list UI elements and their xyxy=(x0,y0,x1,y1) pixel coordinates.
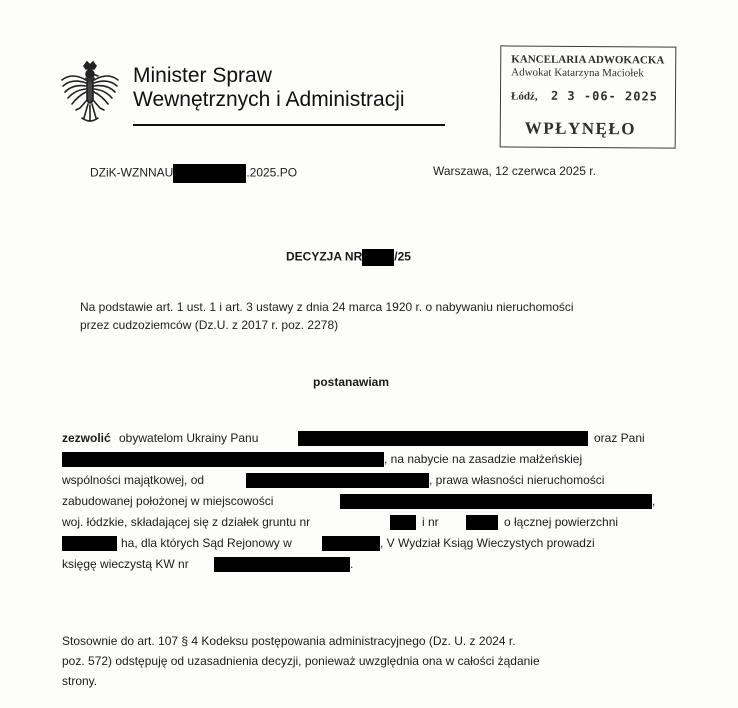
body-line xyxy=(62,428,660,449)
redaction xyxy=(62,452,384,467)
legal-basis xyxy=(80,298,660,334)
received-stamp xyxy=(500,45,677,148)
body-text: woj. łódzkie, składającej się z działek gruntu nr xyxy=(62,515,311,529)
title-prefix: DECYZJA NR xyxy=(286,249,363,264)
place-and-date: Warszawa, 12 czerwca 2025 r. xyxy=(433,164,596,178)
eagle-emblem-icon xyxy=(58,60,122,130)
redaction xyxy=(390,515,416,530)
body-text: , xyxy=(652,494,656,508)
decision-body xyxy=(62,428,660,575)
body-text: , na nabycie na zasadzie małżeńskiej xyxy=(384,452,583,466)
body-text: oraz Pani xyxy=(594,431,645,445)
redaction xyxy=(340,494,652,509)
body-text: obywatelom Ukrainy Panu xyxy=(119,431,259,445)
body-text: . xyxy=(350,557,354,571)
redaction xyxy=(214,557,350,572)
decision-verb: postanawiam xyxy=(313,375,390,389)
final-paragraph xyxy=(62,631,662,691)
body-text: wspólności majątkowej, od xyxy=(62,473,205,487)
body-line xyxy=(62,470,660,491)
body-text: i nr xyxy=(422,515,439,529)
stamp-received: WPŁYNĘŁO xyxy=(524,118,637,139)
final-line-1: Stosownie do art. 107 § 4 Kodeksu postępowania administracyjnego (Dz. U. z 2024 r. xyxy=(62,634,516,648)
body-bold-verb: zezwolić xyxy=(62,431,111,445)
body-line xyxy=(62,554,660,575)
ministry-line-1: Minister Spraw xyxy=(133,64,272,87)
case-reference xyxy=(90,164,297,183)
redaction xyxy=(246,473,429,488)
stamp-office: KANCELARIA ADWOKACKA xyxy=(511,53,665,67)
stamp-date: 2 3 -06- 2025 xyxy=(550,88,658,104)
body-text: ha, dla których Sąd Rejonowy w xyxy=(121,536,292,550)
redaction xyxy=(173,164,246,183)
final-line-2: poz. 572) odstępuję od uzasadnienia decyzji, ponieważ uwzględnia ona w całości żądanie xyxy=(62,654,540,668)
basis-line-1: Na podstawie art. 1 ust. 1 i art. 3 ustawy z dnia 24 marca 1920 r. o nabywaniu nieruchomości xyxy=(80,300,574,314)
ministry-name xyxy=(133,64,405,112)
body-line xyxy=(62,491,660,512)
stamp-attorney: Adwokat Katarzyna Maciołek xyxy=(511,66,644,80)
header-divider xyxy=(133,124,445,126)
redaction xyxy=(298,431,588,446)
redaction xyxy=(322,536,380,551)
body-text: zabudowanej położonej w miejscowości xyxy=(62,494,274,508)
ministry-line-2: Wewnętrznych i Administracji xyxy=(133,88,405,111)
ref-prefix: DZiK-WZNNAU xyxy=(90,165,174,180)
body-text: o łącznej powierzchni xyxy=(504,515,619,529)
ref-suffix: .2025.PO xyxy=(246,165,298,180)
decision-title xyxy=(286,249,411,266)
stamp-city: Łódź, xyxy=(510,90,538,103)
body-line xyxy=(62,512,660,533)
redaction xyxy=(62,536,117,551)
body-text: , prawa własności nieruchomości xyxy=(429,473,605,487)
body-line xyxy=(62,533,660,554)
body-line xyxy=(62,449,660,470)
body-text: , V Wydział Ksiąg Wieczystych prowadzi xyxy=(380,536,595,550)
redaction xyxy=(466,515,498,530)
basis-line-2: przez cudzoziemców (Dz.U. z 2017 r. poz. 2278) xyxy=(80,318,339,332)
title-suffix: /25 xyxy=(394,249,411,264)
body-text: księgę wieczystą KW nr xyxy=(62,557,189,571)
final-line-3: strony. xyxy=(62,674,98,688)
redaction xyxy=(362,249,394,266)
